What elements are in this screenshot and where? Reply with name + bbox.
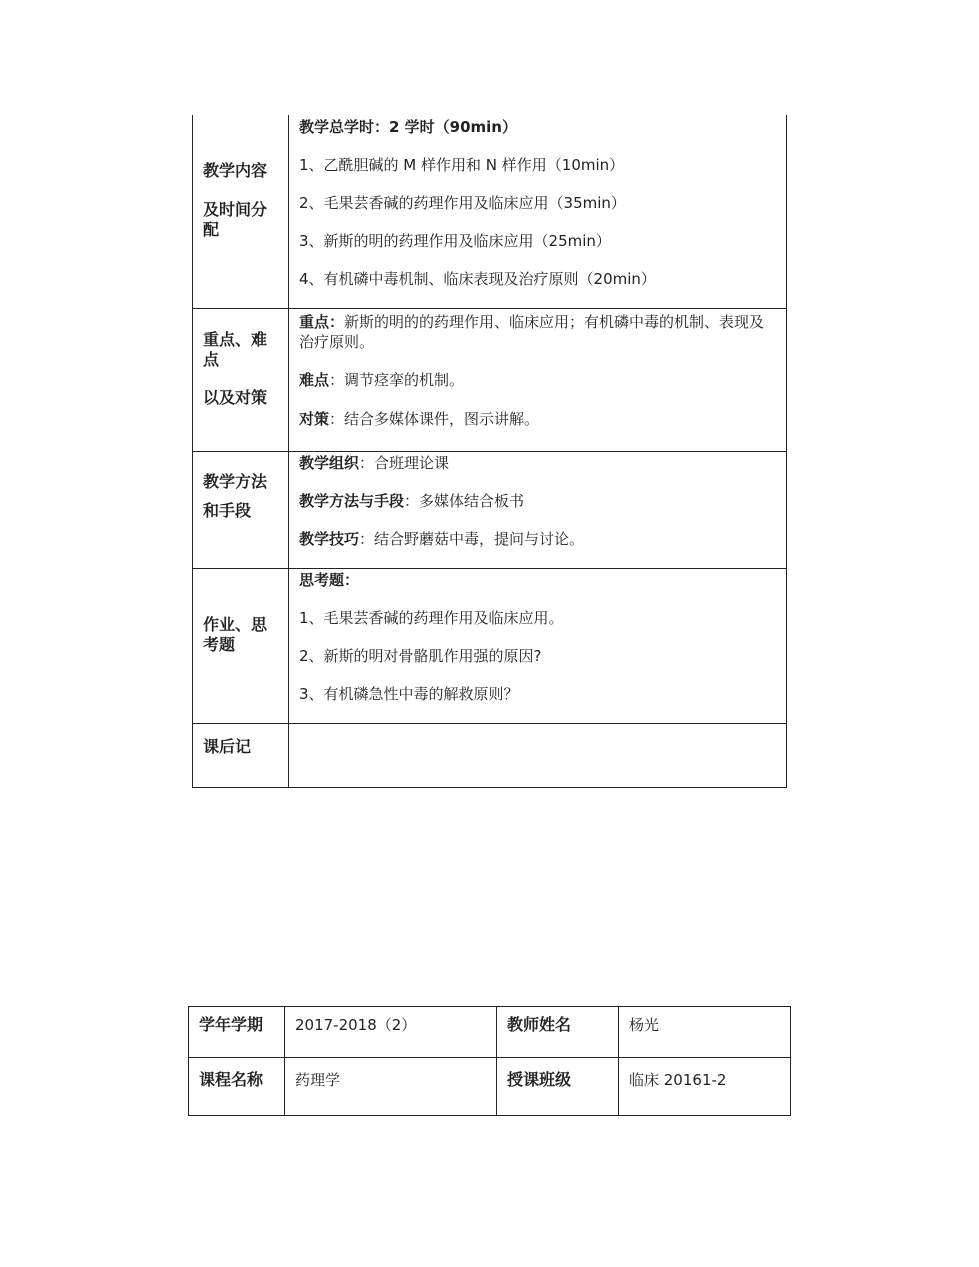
difficulty-line: 难点：调节痉挛的机制。 — [299, 370, 465, 389]
key-point-line: 重点：新斯的明的的药理作用、临床应用；有机磷中毒的机制、表现及治疗原则。 — [299, 312, 765, 351]
label-homework — [193, 568, 289, 723]
value-course-name: 药理学 — [285, 1058, 497, 1116]
lesson-plan-table — [192, 115, 787, 788]
method-line: 教学组织：合班理论课 — [299, 453, 450, 472]
label-line: 教学方法 — [203, 471, 268, 491]
content-homework — [289, 568, 787, 723]
row-homework — [193, 568, 787, 723]
label-course-name: 课程名称 — [189, 1058, 285, 1116]
row-teaching-methods — [193, 451, 787, 568]
content-teaching-content — [289, 115, 787, 308]
label-key-points — [193, 308, 289, 451]
course-info-table — [188, 1006, 791, 1116]
method-line: 教学技巧：结合野蘑菇中毒，提问与讨论。 — [299, 529, 585, 548]
content-item: 1、乙酰胆碱的 M 样作用和 N 样作用（10min） — [299, 156, 625, 174]
label-line: 课后记 — [203, 736, 252, 756]
content-after-class-notes — [289, 723, 787, 787]
content-key-points — [289, 308, 787, 451]
label-academic-term: 学年学期 — [189, 1007, 285, 1058]
label-line: 重点、难点 — [203, 329, 268, 369]
total-hours-line: 教学总学时：2 学时（90min） — [299, 118, 517, 136]
course-info-row — [189, 1007, 791, 1058]
label-after-class-notes — [193, 723, 289, 787]
content-item: 4、有机磷中毒机制、临床表现及治疗原则（20min） — [299, 270, 656, 288]
content-item: 3、新斯的明的药理作用及临床应用（25min） — [299, 232, 611, 250]
label-class: 授课班级 — [497, 1058, 619, 1116]
label-line: 及时间分配 — [203, 200, 268, 239]
value-academic-term: 2017-2018（2） — [285, 1007, 497, 1058]
course-info-row — [189, 1058, 791, 1116]
method-line: 教学方法与手段：多媒体结合板书 — [299, 491, 525, 510]
label-line: 作业、思考题 — [203, 614, 268, 654]
content-item: 2、毛果芸香碱的药理作用及临床应用（35min） — [299, 194, 626, 212]
label-line: 教学内容 — [203, 161, 268, 180]
row-key-points — [193, 308, 787, 451]
question-line: 思考题： — [299, 570, 360, 589]
label-teaching-methods — [193, 451, 289, 568]
value-class: 临床 20161-2 — [619, 1058, 791, 1116]
label-teaching-content — [193, 115, 289, 308]
label-teacher-name: 教师姓名 — [497, 1007, 619, 1058]
value-teacher-name: 杨光 — [619, 1007, 791, 1058]
question-line: 3、有机磷急性中毒的解救原则？ — [299, 684, 519, 703]
question-line: 1、毛果芸香碱的药理作用及临床应用。 — [299, 608, 564, 627]
question-line: 2、新斯的明对骨骼肌作用强的原因? — [299, 646, 542, 665]
row-after-class-notes — [193, 723, 787, 787]
label-line: 以及对策 — [203, 387, 268, 407]
strategy-line: 对策：结合多媒体课件，图示讲解。 — [299, 409, 540, 428]
row-teaching-content — [193, 115, 787, 308]
content-teaching-methods — [289, 451, 787, 568]
label-line: 和手段 — [203, 500, 252, 520]
